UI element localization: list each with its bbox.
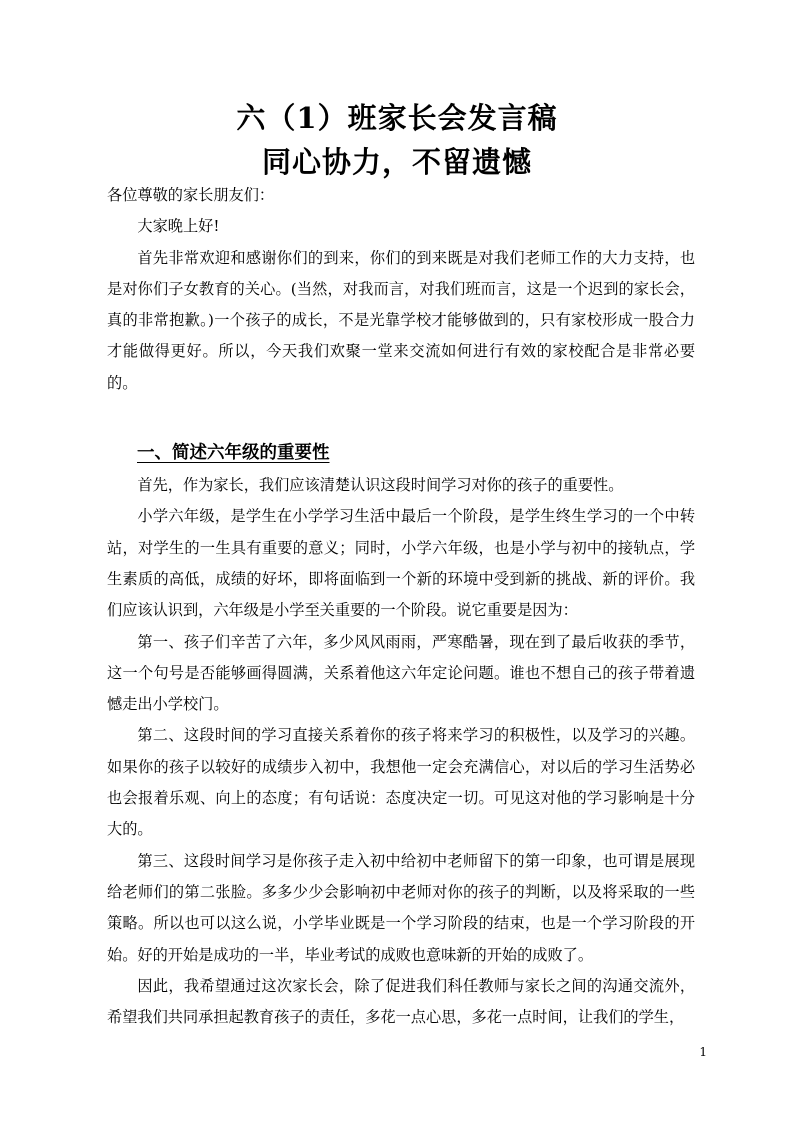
intro-paragraph: 首先非常欢迎和感谢你们的到来，你们的到来既是对我们老师工作的大力支持，也是对你们子女教育的关心。(当然，对我而言，对我们班而言，这是一个迟到的家长会，真的非常抱歉。)一个孩子的成长，不是光靠学校才能够做到的，只有家校形成一股合力才能做得更好。所以，今天我们欢聚一堂来交流如何进行有效的家校配合是非常必要的。: [107, 248, 695, 392]
salutation: 大家晚上好!: [137, 217, 220, 236]
paragraph: 第一、孩子们辛苦了六年，多少风风雨雨，严寒酷暑，现在到了最后收获的季节，这一个句号是否能够画得圆满，关系着他这六年定论问题。谁也不想自己的孩子带着遗憾走出小学校门。: [107, 632, 695, 714]
paragraph: 小学六年级，是学生在小学学习生活中最后一个阶段，是学生终生学习的一个中转站，对学生的一生具有重要的意义；同时，小学六年级，也是小学与初中的接轨点，学生素质的高低，成绩的好坏，即将面临到一个新的环境中受到新的挑战、新的评价。我们应该认识到，六年级是小学至关重要的一个阶段。说它重要是因为：: [107, 507, 695, 620]
document-subtitle: 同心协力，不留遗憾: [261, 145, 532, 179]
section-heading: [107, 436, 695, 470]
section-heading-text: 一、简述六年级的重要性: [137, 443, 330, 464]
paragraph: 因此，我希望通过这次家长会，除了促进我们科任教师与家长之间的沟通交流外，希望我们共同承担起教育孩子的责任，多花一点心思，多花一点时间，让我们的学生，: [107, 976, 695, 1027]
paragraph: 第三、这段时间学习是你孩子走入初中给初中老师留下的第一印象，也可谓是展现给老师们的第二张脸。多多少少会影响初中老师对你的孩子的判断，以及将采取的一些策略。所以也可以这么说，小学毕业既是一个学习阶段的结束，也是一个学习阶段的开始。好的开始是成功的一半，毕业考试的成败也意味新的开始的成败了。: [107, 851, 695, 964]
page-number: 1: [699, 1045, 707, 1059]
paragraph: 首先，作为家长，我们应该清楚认识这段时间学习对你的孩子的重要性。: [137, 476, 624, 495]
document-body: [107, 180, 695, 1033]
section-gap: [107, 399, 695, 430]
document-title: 六（1）班家长会发言稿: [236, 101, 558, 135]
paragraph: 第二、这段时间的学习直接关系着你的孩子将来学习的积极性，以及学习的兴趣。如果你的孩子以较好的成绩步入初中，我想他一定会充满信心，对以后的学习生活势必也会报着乐观、向上的态度；有句话说：态度决定一切。可见这对他的学习影响是十分大的。: [107, 726, 695, 839]
greeting: 各位尊敬的家长朋友们：: [107, 186, 275, 204]
